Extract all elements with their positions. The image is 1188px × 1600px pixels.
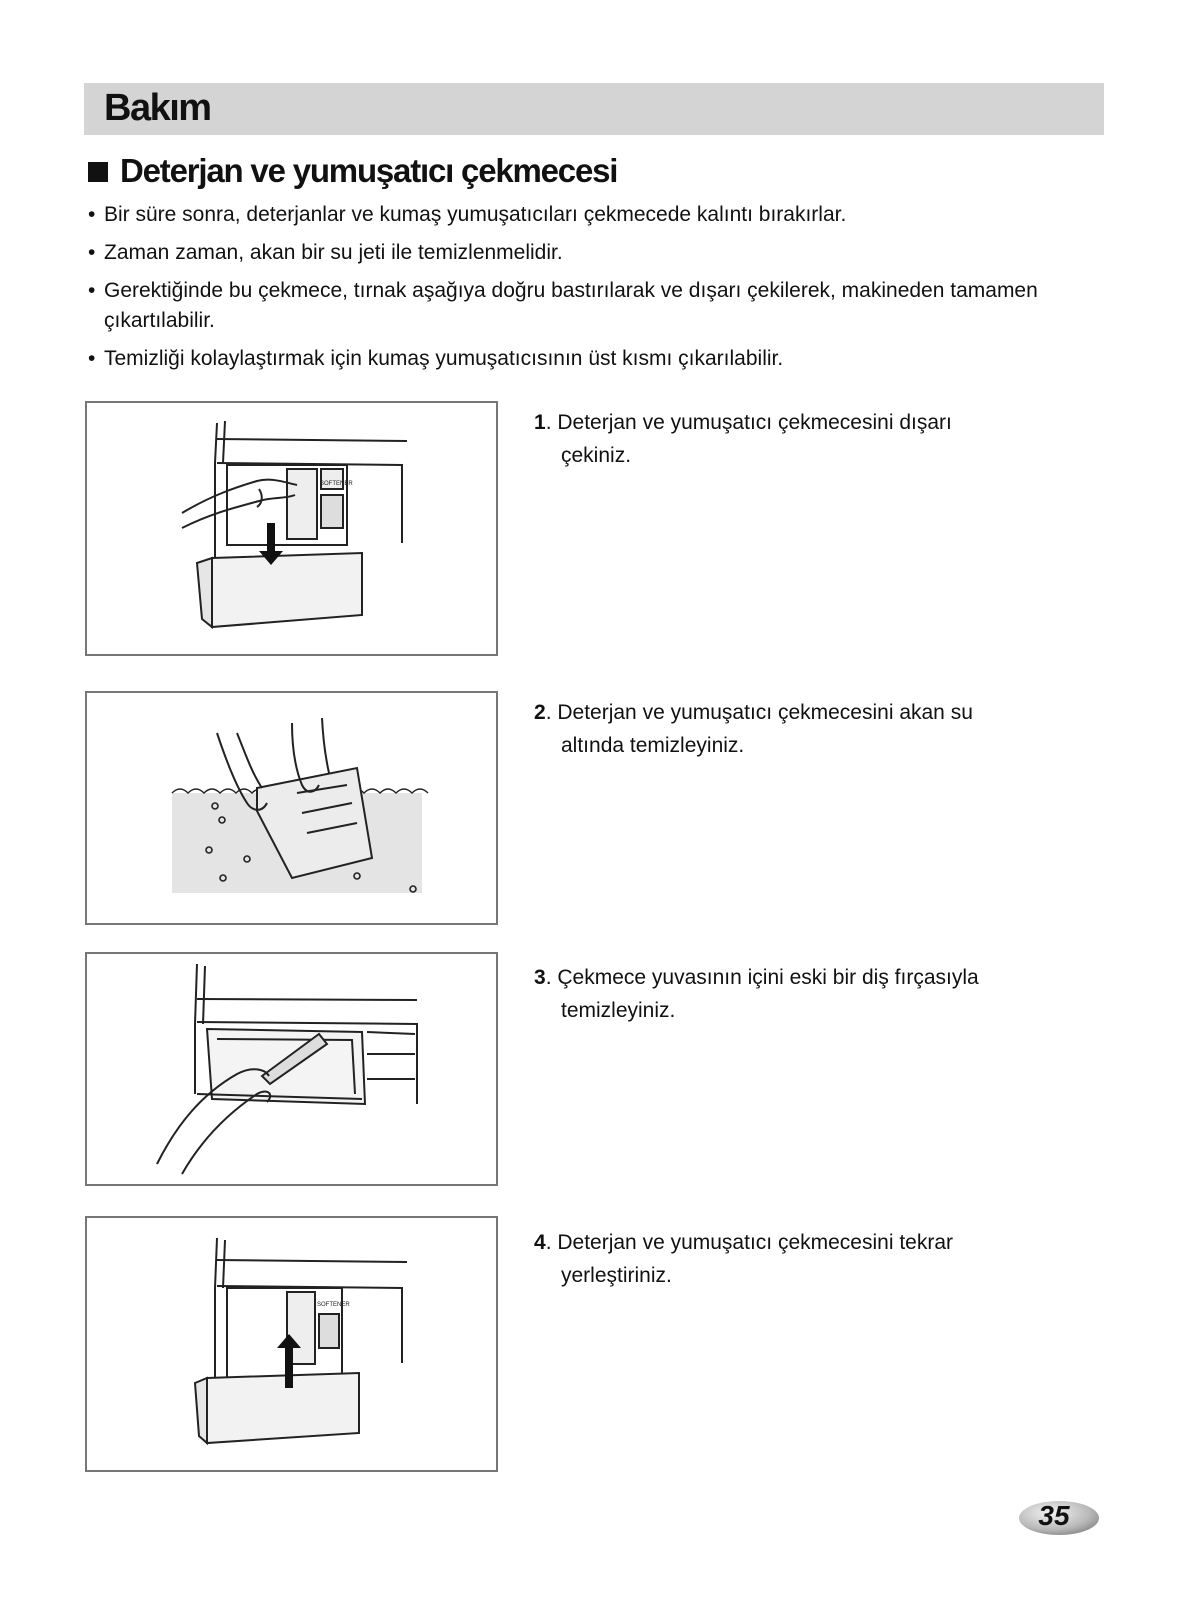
list-item: • Temizliği kolaylaştırmak için kumaş yumuşatıcısının üst kısmı çıkarılabilir. — [88, 344, 1098, 374]
bullet-dot-icon: • — [88, 203, 96, 226]
step-text-cont: yerleştiriniz. — [561, 1264, 672, 1287]
softener-label: SOFTENER — [317, 1302, 350, 1308]
step-1: 1. Deterjan ve yumuşatıcı çekmecesini dışarı çekiniz. — [534, 406, 1074, 472]
intro-bullet-list — [88, 200, 1098, 382]
wash-drawer-illustration — [87, 693, 496, 923]
step-3: 3. Çekmece yuvasının içini eski bir diş fırçasıyla temizleyiniz. — [534, 961, 1074, 1027]
illustration-panel-3 — [85, 952, 498, 1186]
page-number: 35 — [1038, 1500, 1070, 1531]
step-text-cont: çekiniz. — [561, 444, 632, 467]
step-number: 1 — [534, 411, 546, 434]
section-heading — [88, 152, 617, 190]
list-item: • Zaman zaman, akan bir su jeti ile temizlenmelidir. — [88, 238, 1098, 268]
step-4: 4. Deterjan ve yumuşatıcı çekmecesini tekrar yerleştiriniz. — [534, 1226, 1074, 1292]
pull-out-drawer-illustration — [87, 403, 496, 654]
illustration-panel-4 — [85, 1216, 498, 1472]
bullet-dot-icon: • — [88, 241, 96, 264]
page-title: Bakım — [104, 87, 211, 129]
bullet-dot-icon: • — [88, 347, 96, 370]
header-bar — [84, 83, 1104, 135]
illustration-panel-1 — [85, 401, 498, 656]
list-item: • Bir süre sonra, deterjanlar ve kumaş yumuşatıcıları çekmecede kalıntı bırakırlar. — [88, 200, 1098, 230]
step-text-cont: temizleyiniz. — [561, 999, 676, 1022]
step-2: 2. Deterjan ve yumuşatıcı çekmecesini akan su altında temizleyiniz. — [534, 696, 1074, 762]
step-number: 3 — [534, 966, 546, 989]
step-text: Çekmece yuvasının içini eski bir diş fırçasıyla — [557, 966, 979, 989]
step-text-cont: altında temizleyiniz. — [561, 734, 745, 757]
brush-recess-illustration — [87, 954, 496, 1184]
step-text: Deterjan ve yumuşatıcı çekmecesini akan su — [557, 701, 973, 724]
reinsert-drawer-illustration — [87, 1218, 496, 1470]
list-item: • Gerektiğinde bu çekmece, tırnak aşağıya doğru bastırılarak ve dışarı çekilerek, makineden tamamen çıkartılabilir. — [88, 276, 1098, 336]
step-text: Deterjan ve yumuşatıcı çekmecesini tekrar — [557, 1231, 954, 1254]
illustration-panel-2 — [85, 691, 498, 925]
softener-label: SOFTENER — [320, 481, 353, 487]
step-number: 2 — [534, 701, 546, 724]
bullet-dot-icon: • — [88, 279, 96, 302]
square-bullet-icon — [88, 162, 108, 182]
step-number: 4 — [534, 1231, 546, 1254]
step-text: Deterjan ve yumuşatıcı çekmecesini dışarı — [557, 411, 952, 434]
section-title: Deterjan ve yumuşatıcı çekmecesi — [120, 152, 618, 189]
